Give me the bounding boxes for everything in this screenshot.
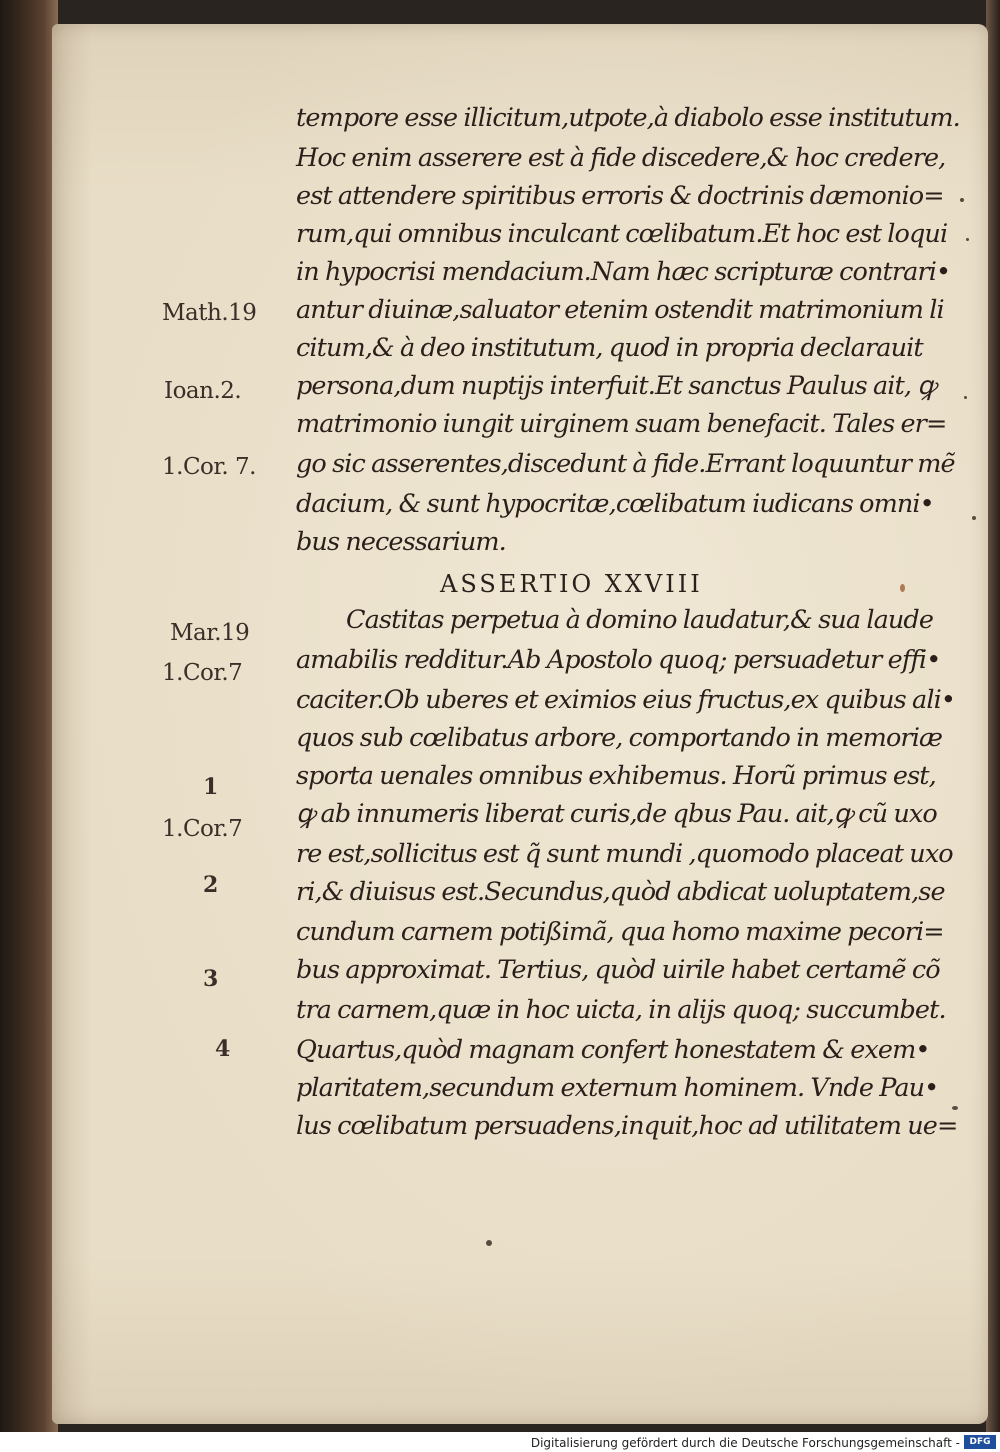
text-line: dacium, & sunt hypocritæ,cœlibatum iudicans omni• bbox=[296, 489, 934, 519]
text-line: plaritatem,secundum externum hominem. Vnde Pau• bbox=[296, 1073, 939, 1103]
section-heading: ASSERTIO XXVIII bbox=[440, 570, 703, 598]
text-line: amabilis redditur.Ab Apostolo quoq; persuadetur effi• bbox=[296, 645, 941, 675]
footer-funding-note: Digitalisierung gefördert durch die Deutsche Forschungsgemeinschaft - bbox=[530, 1436, 960, 1450]
book-edge-right bbox=[986, 0, 1000, 1432]
margin-note: 4 bbox=[215, 1036, 230, 1062]
paper-speck bbox=[900, 584, 905, 592]
margin-note: 1.Cor.7 bbox=[162, 816, 243, 842]
text-line: est attendere spiritibus erroris & doctrinis dæmonio= bbox=[296, 181, 944, 211]
text-line: lus cœlibatum persuadens,inquit,hoc ad utilitatem ue= bbox=[296, 1111, 958, 1141]
text-line: tempore esse illicitum,utpote,à diabolo esse institutum. bbox=[296, 103, 960, 133]
text-line: cundum carnem potißimã, qua homo maxime pecori= bbox=[296, 917, 944, 947]
margin-note: Math.19 bbox=[162, 300, 257, 326]
margin-note: Ioan.2. bbox=[164, 378, 242, 404]
text-line: bus necessarium. bbox=[296, 527, 506, 557]
margin-note: Mar.19 bbox=[170, 620, 250, 646]
text-line: go sic asserentes,discedunt à fide.Errant loquuntur mẽ bbox=[296, 449, 955, 479]
text-line: tra carnem,quæ in hoc uicta, in alijs quoq; succumbet. bbox=[296, 995, 946, 1025]
text-line: matrimonio iungit uirginem suam benefacit. Tales er= bbox=[296, 409, 947, 439]
paper-speck bbox=[972, 516, 976, 520]
text-line: rum,qui omnibus inculcant cœlibatum.Et hoc est loqui bbox=[296, 219, 948, 249]
paper-speck bbox=[486, 1240, 492, 1246]
text-line: citum,& à deo institutum, quod in propria declarauit bbox=[296, 333, 923, 363]
paper-speck bbox=[966, 238, 969, 241]
margin-note: 1.Cor. 7. bbox=[162, 454, 256, 480]
margin-note: 1.Cor.7 bbox=[162, 660, 243, 686]
paper-speck bbox=[964, 396, 967, 399]
text-line: ꝙ ab innumeris liberat curis,de qbus Pau. ait,ꝙ cũ uxo bbox=[296, 799, 937, 829]
dfg-logo: DFG bbox=[964, 1435, 996, 1449]
margin-note: 2 bbox=[203, 872, 218, 898]
text-line: persona,dum nuptijs interfuit.Et sanctus Paulus ait, ꝙ bbox=[296, 371, 936, 401]
book-edge-left bbox=[0, 0, 58, 1432]
paper-speck bbox=[952, 1106, 958, 1110]
margin-note: 1 bbox=[203, 774, 218, 800]
text-line: Castitas perpetua à domino laudatur,& sua laude bbox=[346, 605, 934, 635]
text-line: ri,& diuisus est.Secundus,quòd abdicat uoluptatem,se bbox=[296, 877, 945, 907]
text-line: quos sub cœlibatus arbore, comportando in memoriæ bbox=[296, 723, 943, 753]
text-line: re est,sollicitus est q̃ sunt mundi ,quomodo placeat uxo bbox=[296, 839, 953, 869]
margin-note: 3 bbox=[203, 966, 218, 992]
text-line: Hoc enim asserere est à fide discedere,& hoc credere, bbox=[296, 143, 946, 173]
text-line: in hypocrisi mendacium.Nam hæc scripturæ contrari• bbox=[296, 257, 951, 287]
text-line: bus approximat. Tertius, quòd uirile habet certamẽ cõ bbox=[296, 955, 940, 985]
text-line: Quartus,quòd magnam confert honestatem & exem• bbox=[296, 1035, 930, 1065]
text-line: antur diuinæ,saluator etenim ostendit matrimonium li bbox=[296, 295, 944, 325]
text-line: sporta uenales omnibus exhibemus. Horũ primus est, bbox=[296, 761, 936, 791]
paper-speck bbox=[960, 198, 964, 202]
text-line: caciter.Ob uberes et eximios eius fructus,ex quibus ali• bbox=[296, 685, 955, 715]
